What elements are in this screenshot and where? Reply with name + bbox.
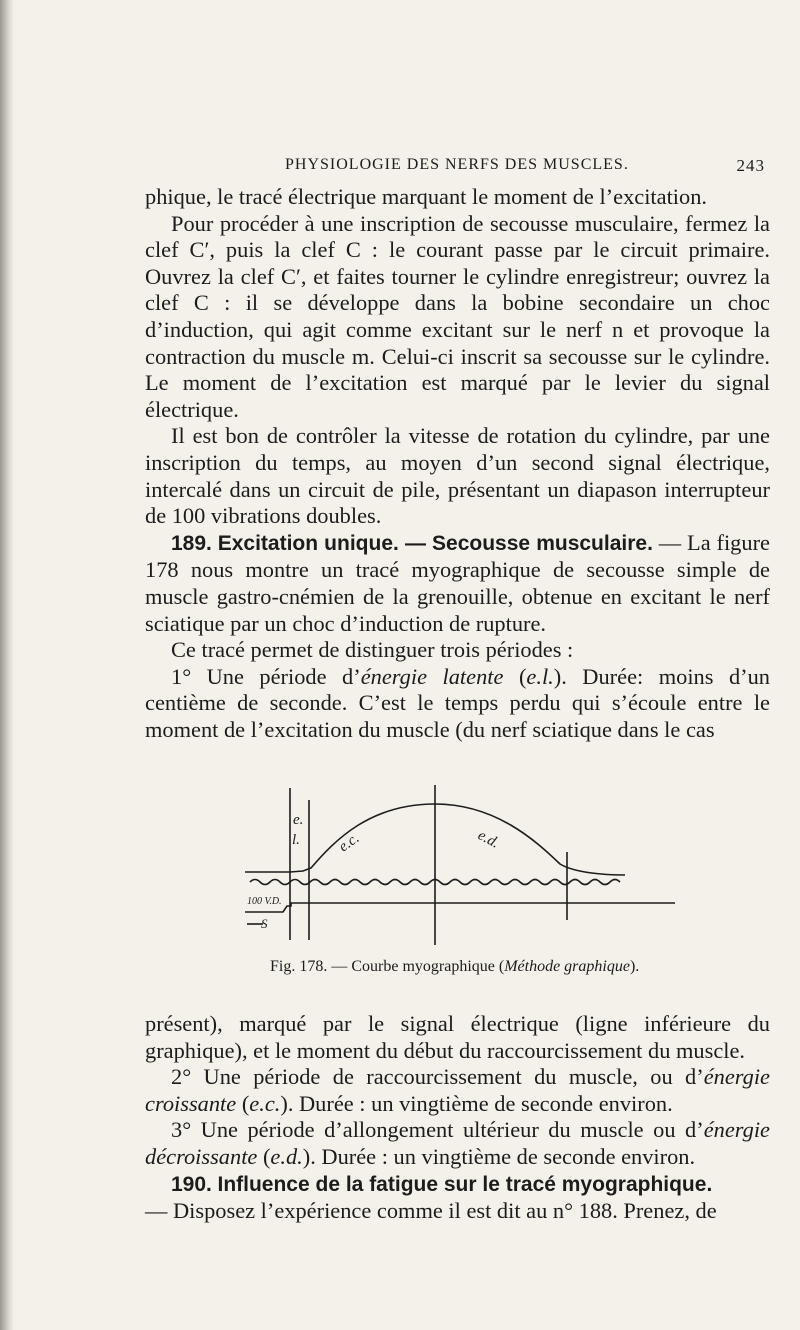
text-block-top (145, 184, 770, 743)
text-block-bottom (145, 1011, 770, 1225)
label-ec: e.c. (336, 830, 363, 856)
paragraph-period-1: 1° Une période d’énergie latente (e.l.). Durée: moins d’un centième de seconde. C’est le temps perdu qui s’écoule entre le moment de l’excitation du muscle (du nerf sciatique dans le cas (145, 663, 770, 742)
abbr-ec: e.c. (249, 1090, 281, 1116)
paragraph-procedure: Pour procéder à une inscription de secousse musculaire, fermez la clef C′, puis la clef C : le courant passe par le circuit primaire. Ouvrez la clef C′, et faites tourner le cylindre enregistreur; ouvrez la clef C : il se développe dans la bobine secondaire un choc d’induction, qui agit comme excitant sur le nerf n et provoque la contraction du muscle m. Celui-ci inscrit sa secousse sur le cylindre. Le moment de l’excitation est marqué par le levier du signal électrique. (145, 210, 770, 422)
section-190-text: — Disposez l’expérience comme il est dit au n° 188. Prenez, de (145, 1198, 717, 1224)
abbr-ed: e.d. (270, 1143, 303, 1169)
paragraph-time-control: Il est bon de contrôler la vitesse de rotation du cylindre, par une inscription du temps, au moyen d’un second signal électrique, intercalé dans un circuit de pile, présentant un diapason interrupteur de 100 vibrations doubles. (145, 423, 770, 529)
label-ed: e.d. (475, 827, 502, 852)
caption-italic: Méthode graphique (504, 958, 630, 975)
paragraph-continuation: phique, le tracé électrique marquant le moment de l’excitation. (145, 184, 708, 209)
term-rising-energy: énergie croissante (145, 1064, 770, 1116)
myograph-svg (245, 780, 695, 950)
section-189-title: Excitation unique. — Secousse musculaire. (217, 531, 653, 555)
term-falling-energy: énergie décroissante (145, 1117, 770, 1169)
section-189 (145, 530, 770, 637)
paragraph-period-1-cont: présent), marqué par le signal électrique (ligne inférieure du graphique), et le moment du début du raccourcissement du muscle. (145, 1011, 770, 1063)
paragraph-period-3: 3° Une période d’allongement ultérieur du muscle ou d’énergie décroissante (e.d.). Durée : un vingtième de seconde environ. (145, 1117, 770, 1169)
abbr-el: e.l. (526, 663, 554, 689)
page-binding-edge (0, 0, 14, 1330)
label-el-e: e. (293, 812, 304, 828)
section-189-number: 189. (171, 531, 212, 555)
paragraph-three-periods: Ce tracé permet de distinguer trois périodes : (171, 637, 574, 663)
section-190-title: Influence de la fatigue sur le tracé myographique. (217, 1172, 713, 1196)
section-190-number: 190. (171, 1172, 212, 1196)
term-latent-energy: énergie latente (360, 663, 504, 689)
figure-caption: Fig. 178. — Courbe myographique (Méthode graphique). (270, 958, 640, 975)
page-number: 243 (736, 156, 765, 175)
running-title: PHYSIOLOGIE DES NERFS DES MUSCLES. (285, 156, 629, 173)
section-189-text: — La figure 178 nous montre un tracé myographique de secousse simple de muscle gastro-cnémien de la grenouille, obtenue en excitant le nerf sciatique par un choc d’induction de rupture. (145, 529, 770, 636)
paragraph-period-2: 2° Une période de raccourcissement du muscle, ou d’énergie croissante (e.c.). Durée : un vingtième de seconde environ. (145, 1064, 770, 1116)
label-el-l: l. (292, 832, 300, 848)
section-190 (145, 1171, 770, 1199)
label-100v: 100 V.D. (247, 896, 282, 907)
label-s: S (261, 916, 268, 931)
myograph-figure (245, 780, 695, 950)
running-header (145, 148, 765, 178)
